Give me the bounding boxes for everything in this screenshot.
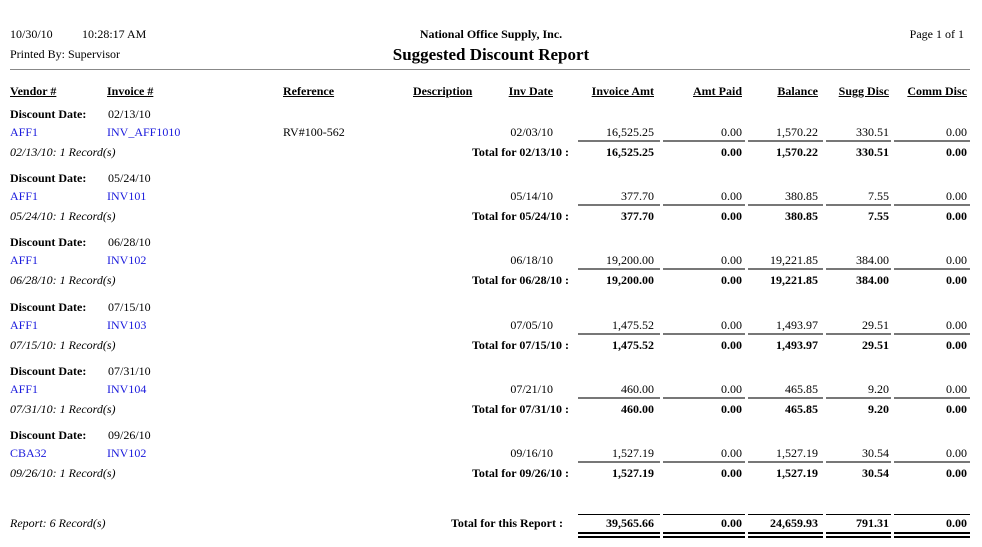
report-total-top-rule: [663, 514, 745, 515]
inv-date: 07/21/10: [510, 381, 553, 396]
discount-date-value: 07/31/10: [108, 363, 151, 378]
print-date: 10/30/10: [10, 27, 53, 41]
subtotal-rule: [578, 333, 660, 335]
subtotal-rule: [748, 140, 823, 142]
subtotal-rule: [748, 268, 823, 270]
invoice-amt: 1,475.52: [612, 317, 654, 332]
subtotal-rule: [826, 333, 891, 335]
balance: 1,527.19: [776, 446, 818, 460]
group-total-label: Total for 07/31/10 :: [471, 401, 569, 416]
total-comm-disc: 0.00: [946, 337, 967, 352]
invoice-amt: 19,200.00: [606, 253, 654, 268]
total-amt-paid: 0.00: [721, 273, 742, 288]
total-sugg-disc: 330.51: [856, 145, 889, 159]
invoice-link[interactable]: INV103: [107, 317, 147, 332]
subtotal-rule: [894, 140, 970, 142]
subtotal-rule: [578, 268, 660, 270]
subtotal-rule: [748, 333, 823, 335]
subtotal-rule: [663, 268, 745, 270]
comm-disc: 0.00: [946, 125, 967, 139]
total-invoice-amt: 377.70: [621, 209, 654, 224]
group-total-label: Total for 02/13/10 :: [471, 145, 569, 159]
report-total-label: Total for this Report :: [451, 516, 563, 530]
sugg-disc: 7.55: [868, 189, 889, 204]
discount-date-label: Discount Date:: [10, 428, 87, 442]
amt-paid: 0.00: [721, 125, 742, 139]
vendor-link[interactable]: AFF1: [10, 253, 39, 268]
invoice-amt: 377.70: [621, 189, 654, 204]
total-invoice-amt: 460.00: [621, 401, 654, 416]
column-header-description[interactable]: Description: [413, 84, 473, 98]
amt-paid: 0.00: [721, 253, 742, 268]
total-comm-disc: 0.00: [946, 145, 967, 159]
company-name: National Office Supply, Inc.: [419, 27, 563, 41]
total-amt-paid: 0.00: [721, 466, 742, 480]
invoice-amt: 1,527.19: [612, 446, 654, 460]
vendor-link[interactable]: CBA32: [10, 446, 47, 460]
discount-date-label: Discount Date:: [10, 235, 87, 250]
total-invoice-amt: 16,525.25: [606, 145, 654, 159]
report-total-amt-paid: 0.00: [721, 516, 742, 530]
group-record-count: 06/28/10: 1 Record(s): [10, 273, 116, 288]
total-invoice-amt: 19,200.00: [606, 273, 654, 288]
subtotal-rule: [748, 204, 823, 206]
total-amt-paid: 0.00: [721, 401, 742, 416]
comm-disc: 0.00: [946, 253, 967, 268]
group-total-label: Total for 06/28/10 :: [471, 273, 569, 288]
discount-date-value: 02/13/10: [108, 107, 151, 121]
column-header-sugg-disc[interactable]: Sugg Disc: [838, 84, 889, 98]
reference: RV#100-562: [283, 125, 345, 139]
vendor-link[interactable]: AFF1: [10, 189, 39, 204]
column-header-balance[interactable]: Balance: [777, 84, 818, 98]
total-invoice-amt: 1,527.19: [612, 466, 654, 480]
balance: 19,221.85: [770, 253, 818, 268]
report-record-count: Report: 6 Record(s): [10, 516, 106, 530]
report-total-top-rule: [894, 514, 970, 515]
group-total-label: Total for 09/26/10 :: [471, 466, 569, 480]
total-balance: 1,570.22: [776, 145, 818, 159]
subtotal-rule: [826, 140, 891, 142]
subtotal-rule: [748, 461, 823, 463]
report-total-sugg-disc: 791.31: [856, 516, 889, 530]
report-total-balance: 24,659.93: [770, 516, 818, 530]
total-comm-disc: 0.00: [946, 209, 967, 224]
total-balance: 19,221.85: [770, 273, 818, 288]
balance: 1,493.97: [776, 317, 818, 332]
report-total-double-rule: [894, 532, 970, 538]
amt-paid: 0.00: [721, 381, 742, 396]
group-record-count: 09/26/10: 1 Record(s): [10, 466, 116, 480]
inv-date: 09/16/10: [510, 446, 553, 460]
subtotal-rule: [826, 461, 891, 463]
column-header-reference[interactable]: Reference: [283, 84, 335, 98]
total-amt-paid: 0.00: [721, 145, 742, 159]
sugg-disc: 9.20: [868, 381, 889, 396]
subtotal-rule: [894, 397, 970, 399]
report-total-comm-disc: 0.00: [946, 516, 967, 530]
amt-paid: 0.00: [721, 189, 742, 204]
comm-disc: 0.00: [946, 189, 967, 204]
sugg-disc: 384.00: [856, 253, 889, 268]
page-number: Page 1 of 1: [909, 27, 964, 41]
subtotal-rule: [894, 333, 970, 335]
column-header-vendor[interactable]: Vendor #: [10, 84, 57, 98]
subtotal-rule: [663, 140, 745, 142]
print-time: 10:28:17 AM: [82, 27, 147, 41]
subtotal-rule: [894, 204, 970, 206]
inv-date: 05/14/10: [510, 189, 553, 204]
group-total-label: Total for 07/15/10 :: [471, 337, 569, 352]
total-comm-disc: 0.00: [946, 401, 967, 416]
balance: 1,570.22: [776, 125, 818, 139]
total-sugg-disc: 9.20: [868, 401, 889, 416]
invoice-link[interactable]: INV101: [107, 189, 147, 204]
subtotal-rule: [894, 268, 970, 270]
total-sugg-disc: 7.55: [868, 209, 889, 224]
total-comm-disc: 0.00: [946, 273, 967, 288]
subtotal-rule: [826, 268, 891, 270]
total-invoice-amt: 1,475.52: [612, 337, 654, 352]
group-record-count: 02/13/10: 1 Record(s): [10, 145, 116, 159]
subtotal-rule: [578, 140, 660, 142]
discount-date-value: 07/15/10: [108, 299, 151, 314]
report-total-top-rule: [748, 514, 823, 515]
column-header-inv-date[interactable]: Inv Date: [508, 84, 553, 98]
vendor-link[interactable]: AFF1: [10, 317, 39, 332]
comm-disc: 0.00: [946, 317, 967, 332]
vendor-link[interactable]: AFF1: [10, 125, 39, 139]
discount-date-label: Discount Date:: [10, 299, 87, 314]
subtotal-rule: [663, 333, 745, 335]
total-sugg-disc: 30.54: [862, 466, 889, 480]
report-total-double-rule: [663, 532, 745, 538]
group-record-count: 07/15/10: 1 Record(s): [10, 337, 116, 352]
report-total-invoice-amt: 39,565.66: [606, 516, 654, 530]
total-balance: 465.85: [785, 401, 818, 416]
subtotal-rule: [578, 204, 660, 206]
sugg-disc: 29.51: [862, 317, 889, 332]
sugg-disc: 330.51: [856, 125, 889, 139]
comm-disc: 0.00: [946, 446, 967, 460]
total-comm-disc: 0.00: [946, 466, 967, 480]
inv-date: 02/03/10: [510, 125, 553, 139]
subtotal-rule: [663, 204, 745, 206]
invoice-link[interactable]: INV102: [107, 446, 147, 460]
sugg-disc: 30.54: [862, 446, 889, 460]
subtotal-rule: [663, 397, 745, 399]
total-balance: 380.85: [785, 209, 818, 224]
report-total-double-rule: [748, 532, 823, 538]
report-total-top-rule: [578, 514, 660, 515]
total-balance: 1,527.19: [776, 466, 818, 480]
header-divider: [10, 69, 970, 70]
subtotal-rule: [894, 461, 970, 463]
invoice-amt: 460.00: [621, 381, 654, 396]
subtotal-rule: [578, 461, 660, 463]
column-header-amt-paid[interactable]: Amt Paid: [693, 84, 742, 98]
amt-paid: 0.00: [721, 317, 742, 332]
amt-paid: 0.00: [721, 446, 742, 460]
subtotal-rule: [748, 397, 823, 399]
column-header-comm-disc[interactable]: Comm Disc: [907, 84, 967, 98]
balance: 380.85: [785, 189, 818, 204]
inv-date: 07/05/10: [510, 317, 553, 332]
discount-date-label: Discount Date:: [10, 107, 87, 121]
invoice-amt: 16,525.25: [606, 125, 654, 139]
subtotal-rule: [663, 461, 745, 463]
inv-date: 06/18/10: [510, 253, 553, 268]
balance: 465.85: [785, 381, 818, 396]
discount-date-label: Discount Date:: [10, 171, 87, 186]
total-amt-paid: 0.00: [721, 209, 742, 224]
report-title: Suggested Discount Report: [392, 45, 590, 64]
subtotal-rule: [826, 397, 891, 399]
report-total-top-rule: [826, 514, 891, 515]
invoice-link[interactable]: INV102: [107, 253, 147, 268]
subtotal-rule: [578, 397, 660, 399]
column-header-invoice[interactable]: Invoice #: [107, 84, 154, 98]
group-record-count: 07/31/10: 1 Record(s): [10, 401, 116, 416]
invoice-link[interactable]: INV104: [107, 381, 147, 396]
discount-date-label: Discount Date:: [10, 363, 87, 378]
subtotal-rule: [826, 204, 891, 206]
report-total-double-rule: [826, 532, 891, 538]
vendor-link[interactable]: AFF1: [10, 381, 39, 396]
total-balance: 1,493.97: [776, 337, 818, 352]
comm-disc: 0.00: [946, 381, 967, 396]
total-sugg-disc: 384.00: [856, 273, 889, 288]
discount-date-value: 05/24/10: [108, 171, 151, 186]
report-total-double-rule: [578, 532, 660, 538]
printed-by: Printed By: Supervisor: [10, 47, 120, 61]
total-sugg-disc: 29.51: [862, 337, 889, 352]
column-header-invoice-amt[interactable]: Invoice Amt: [591, 84, 654, 98]
group-total-label: Total for 05/24/10 :: [471, 209, 569, 224]
invoice-link[interactable]: INV_AFF1010: [107, 125, 181, 139]
discount-date-value: 09/26/10: [108, 428, 151, 442]
total-amt-paid: 0.00: [721, 337, 742, 352]
group-record-count: 05/24/10: 1 Record(s): [10, 209, 116, 224]
discount-date-value: 06/28/10: [108, 235, 151, 250]
